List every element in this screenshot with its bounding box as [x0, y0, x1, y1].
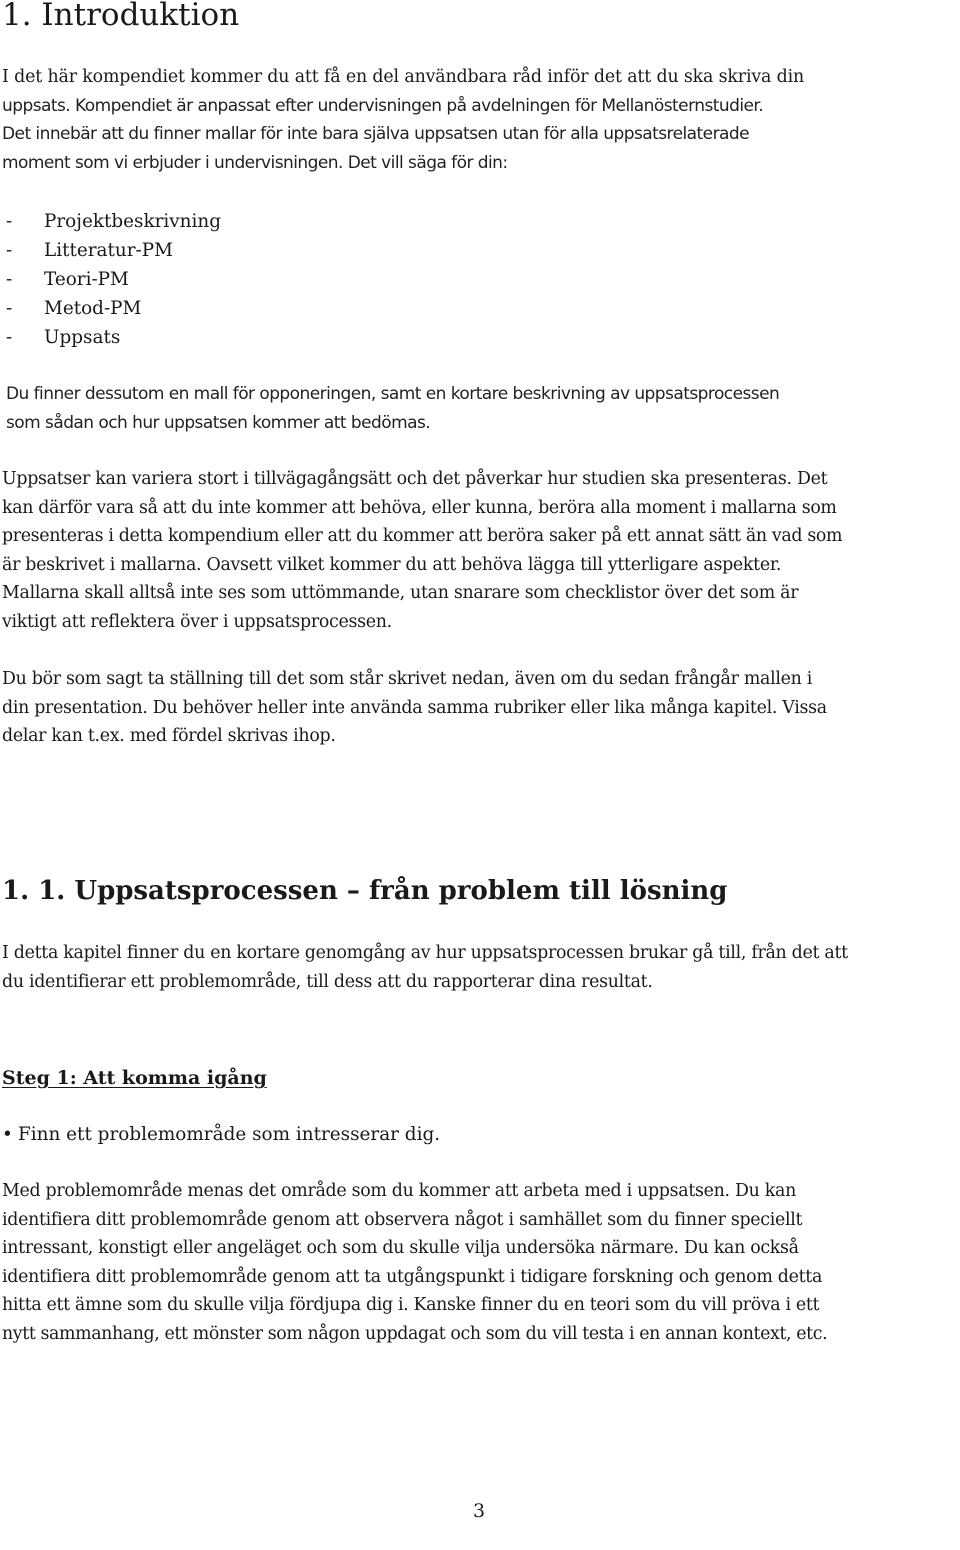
- list-marker: -: [6, 327, 13, 348]
- paragraph-line: Med problemområde menas det område som du kommer att arbeta med i uppsatsen. Du kan: [2, 1181, 796, 1201]
- list-item-label: Teori-PM: [44, 269, 129, 290]
- paragraph-line: Du bör som sagt ta ställning till det som står skrivet nedan, även om du sedan frångår mallen i: [2, 669, 813, 689]
- paragraph-line: som sådan och hur uppsatsen kommer att bedömas.: [6, 412, 431, 433]
- intro-line: I det här kompendiet kommer du att få en del användbara råd inför det att du ska skriva din: [2, 67, 805, 87]
- paragraph-line: viktigt att reflektera över i uppsatsprocessen.: [2, 611, 392, 632]
- chapter-intro-paragraph: [2, 939, 960, 996]
- paragraph-line: delar kan t.ex. med fördel skrivas ihop.: [2, 726, 336, 746]
- bullet-list-item: [2, 1121, 440, 1149]
- bullet-item-label: Finn ett problemområde som intresserar dig.: [18, 1124, 441, 1145]
- bullet-marker: •: [2, 1124, 13, 1145]
- paragraph-line: Du finner dessutom en mall för opponeringen, samt en kortare beskrivning av uppsatsprocessen: [6, 384, 780, 404]
- variation-paragraph: [2, 465, 960, 636]
- list-item-label: Metod-PM: [44, 298, 142, 319]
- list-item-label: Litteratur-PM: [44, 240, 173, 261]
- paragraph-line: nytt sammanhang, ett mönster som någon uppdagat och som du vill testa i en annan kontext, etc.: [2, 1323, 828, 1344]
- step-heading: Steg 1: Att komma igång: [2, 1067, 267, 1089]
- list-marker: -: [6, 269, 13, 290]
- intro-line: moment som vi erbjuder i undervisningen. Det vill säga för din:: [2, 152, 508, 173]
- paragraph-line: identifiera ditt problemområde genom att ta utgångspunkt i tidigare forskning och genom detta: [2, 1266, 823, 1287]
- list-item: [6, 236, 221, 265]
- list-item: [6, 294, 221, 323]
- problem-area-paragraph: [2, 1177, 960, 1348]
- page-number: 3: [473, 1500, 486, 1522]
- paragraph-line: identifiera ditt problemområde genom att observera något i samhället som du finner speciellt: [2, 1209, 803, 1230]
- opponering-paragraph: [6, 380, 960, 437]
- paragraph-line: din presentation. Du behöver heller inte använda samma rubriker eller lika många kapitel. Vissa: [2, 697, 827, 718]
- intro-line: uppsats. Kompendiet är anpassat efter undervisningen på avdelningen för Mellanösternstudier.: [2, 95, 764, 116]
- intro-line: Det innebär att du finner mallar för inte bara själva uppsatsen utan för alla uppsatsrelaterade: [2, 124, 750, 144]
- list-marker: -: [6, 211, 13, 232]
- intro-paragraph: [2, 63, 960, 177]
- paragraph-line: hitta ett ämne som du skulle vilja fördjupa dig i. Kanske finner du en teori som du vill pröva i ett: [2, 1295, 820, 1315]
- paragraph-line: I detta kapitel finner du en kortare genomgång av hur uppsatsprocessen brukar gå till, från det att: [2, 943, 848, 963]
- list-item-label: Projektbeskrivning: [44, 211, 222, 232]
- section-heading: 1. 1. Uppsatsprocessen – från problem till lösning: [2, 876, 728, 906]
- list-marker: -: [6, 298, 13, 319]
- stance-paragraph: [2, 665, 960, 751]
- chapter-heading: 1. Introduktion: [2, 0, 240, 33]
- paragraph-line: Mallarna skall alltså inte ses som uttömmande, utan snarare som checklistor över det som är: [2, 583, 799, 603]
- paragraph-line: är beskrivet i mallarna. Oavsett vilket kommer du att behöva lägga till ytterligare aspekter.: [2, 554, 782, 575]
- deliverables-list: [6, 207, 221, 352]
- paragraph-line: Uppsatser kan variera stort i tillvägagångsätt och det påverkar hur studien ska presenteras. Det: [2, 469, 828, 489]
- paragraph-line: intressant, konstigt eller angeläget och som du skulle vilja undersöka närmare. Du kan också: [2, 1238, 799, 1258]
- list-item: [6, 323, 221, 352]
- list-marker: -: [6, 240, 13, 261]
- list-item-label: Uppsats: [44, 327, 121, 348]
- paragraph-line: kan därför vara så att du inte kommer att behöva, eller kunna, beröra alla moment i mallarna som: [2, 497, 837, 518]
- paragraph-line: du identifierar ett problemområde, till dess att du rapporterar dina resultat.: [2, 971, 653, 992]
- list-item: [6, 207, 221, 236]
- list-item: [6, 265, 221, 294]
- paragraph-line: presenteras i detta kompendium eller att du kommer att beröra saker på ett annat sätt än vad som: [2, 526, 843, 546]
